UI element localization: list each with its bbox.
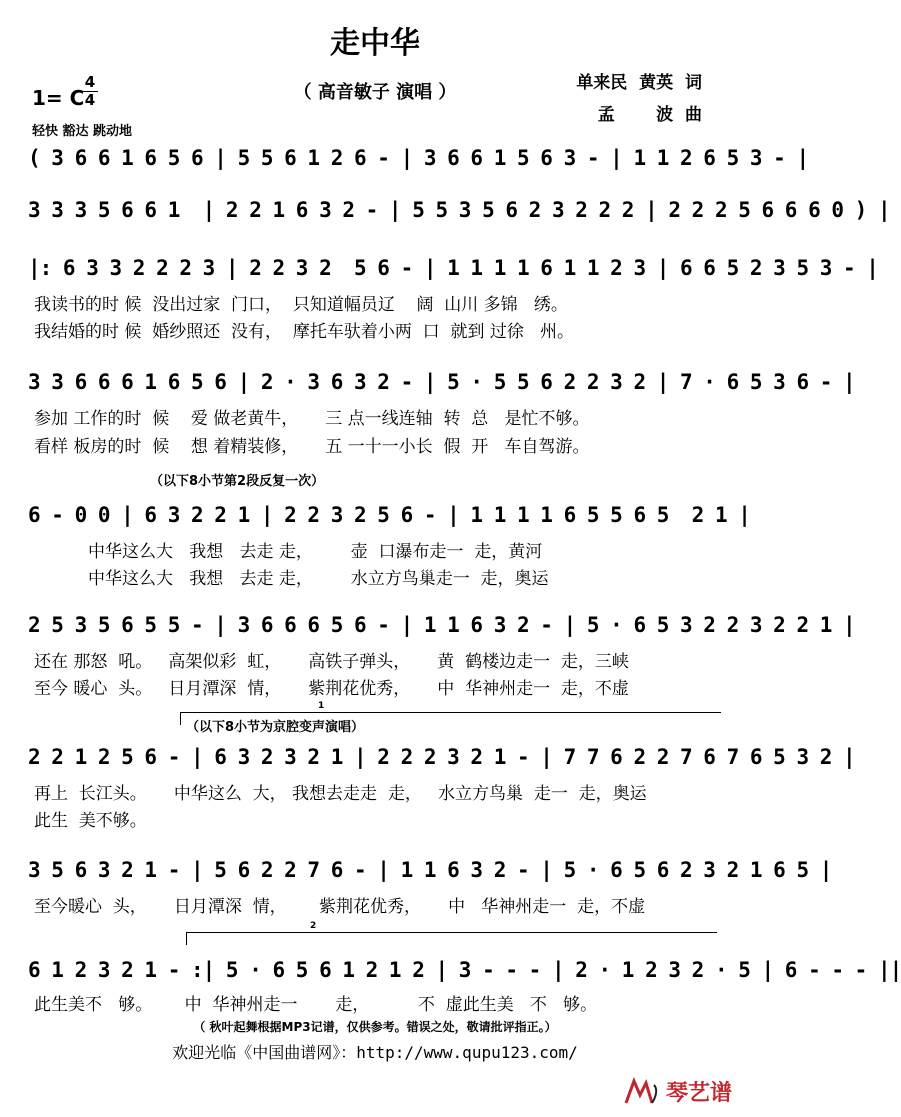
volta-number-2: 2 — [310, 921, 317, 931]
lyric-line-6b: 至今 暖心 头。 日月潭深 情， 紫荆花优秀， 中 华神州走一 走，不虚 — [34, 679, 629, 699]
lyric-line-8a: 至今暖心 头， 日月潭深 情， 紫荆花优秀， 中 华神州走一 走，不虚 — [34, 897, 646, 917]
opera-note: （以下8小节为京腔变声演唱） — [186, 720, 365, 735]
score-line-9: 6 1 2 3 2 1 - :| 5 · 6 5 6 1 2 1 2 | 3 - - - | 2 · 1 2 3 2 · 5 | 6 - - - || — [28, 958, 901, 982]
logo-mark-icon — [622, 1077, 662, 1107]
score-line-3: |: 6 3 3 2 2 2 3 | 2 2 3 2 5 6 - | 1 1 1 1 6 1 1 2 3 | 6 6 5 2 3 5 3 - | — [28, 256, 878, 280]
lyric-line-4a: 参加 工作的时 候 爱 做老黄牛， 三 点一线连轴 转 总 是忙不够。 — [34, 409, 590, 429]
score-line-1: ( 3 6 6 1 6 5 6 | 5 5 6 1 2 6 - | 3 6 6 1 5 6 3 - | 1 1 2 6 5 3 - | — [28, 146, 809, 170]
lyricist: 单来民 黄英 词 — [576, 73, 702, 93]
score-line-6: 2 5 3 5 6 5 5 - | 3 6 6 6 5 6 - | 1 1 6 3 2 - | 5 · 6 5 3 2 2 3 2 2 1 | — [28, 613, 855, 637]
lyric-line-5b: 中华这么大 我想 去走 走， 水立方鸟巢走一 走，奥运 — [34, 569, 549, 589]
lyric-line-7a: 再上 长江头。 中华这么 大， 我想去走走 走， 水立方鸟巢 走一 走，奥运 — [34, 784, 647, 804]
lyric-line-3a: 我读书的时 候 没出过家 门口， 只知道幅员辽 阔 山川 多锦 绣。 — [34, 295, 568, 315]
score-line-4: 3 3 6 6 6 1 6 5 6 | 2 · 3 6 3 2 - | 5 · 5 5 6 2 2 3 2 | 7 · 6 5 3 6 - | — [28, 370, 855, 394]
score-line-7: 2 2 1 2 5 6 - | 6 3 2 3 2 1 | 2 2 2 3 2 1 - | 7 7 6 2 2 7 6 7 6 5 3 2 | — [28, 745, 855, 769]
lyric-line-5a: 中华这么大 我想 去走 走， 壶 口瀑布走一 走，黄河 — [34, 542, 543, 562]
time-signature — [82, 74, 98, 109]
website-link[interactable]: 欢迎光临《中国曲谱网》：http://www.qupu123.com/ — [172, 1043, 578, 1062]
lyric-line-9a: 此生美不 够。 中 华神州走一 走， 不 虚此生美 不 够。 — [34, 995, 598, 1015]
time-signature-top: 4 — [84, 73, 96, 91]
lyric-line-3b: 我结婚的时 候 婚纱照还 没有， 摩托车驮着小两 口 就到 过徐 州。 — [34, 322, 575, 342]
volta-number-1: 1 — [318, 701, 325, 711]
logo-text: 琴艺谱 — [665, 1080, 732, 1106]
lyric-line-6a: 还在 那怒 吼。 高架似彩 虹， 高铁子弹头， 黄 鹤楼边走一 走，三峡 — [34, 652, 629, 672]
lyric-line-4b: 看样 板房的时 候 想 着精装修， 五 一十一小长 假 开 车自驾游。 — [34, 437, 590, 457]
site-logo[interactable] — [622, 1076, 732, 1107]
tempo-marking: 轻快 豁达 跳动地 — [32, 124, 133, 139]
composer: 孟 波 曲 — [597, 105, 702, 125]
song-title: 走中华 — [330, 26, 420, 61]
volta-bracket-2 — [186, 932, 717, 945]
lyric-line-7b: 此生 美不够。 — [34, 811, 147, 831]
score-line-2: 3 3 3 5 6 6 1 | 2 2 1 6 3 2 - | 5 5 3 5 6 2 3 2 2 2 | 2 2 2 5 6 6 6 0 ) | — [28, 198, 890, 222]
key-signature: 1= C — [32, 86, 85, 110]
repeat-note: （以下8小节第2段反复一次） — [150, 474, 325, 489]
score-line-8: 3 5 6 3 2 1 - | 5 6 2 2 7 6 - | 1 1 6 3 2 - | 5 · 6 5 6 2 3 2 1 6 5 | — [28, 858, 832, 882]
disclaimer: （ 秋叶起舞根据MP3记谱，仅供参考。错误之处，敬请批评指正。） — [193, 1020, 557, 1034]
performer: （ 高音敏子 演唱 ） — [293, 82, 457, 103]
score-line-5: 6 - 0 0 | 6 3 2 2 1 | 2 2 3 2 5 6 - | 1 1 1 1 6 5 5 6 5 2 1 | — [28, 503, 750, 527]
time-signature-bottom: 4 — [82, 91, 98, 109]
